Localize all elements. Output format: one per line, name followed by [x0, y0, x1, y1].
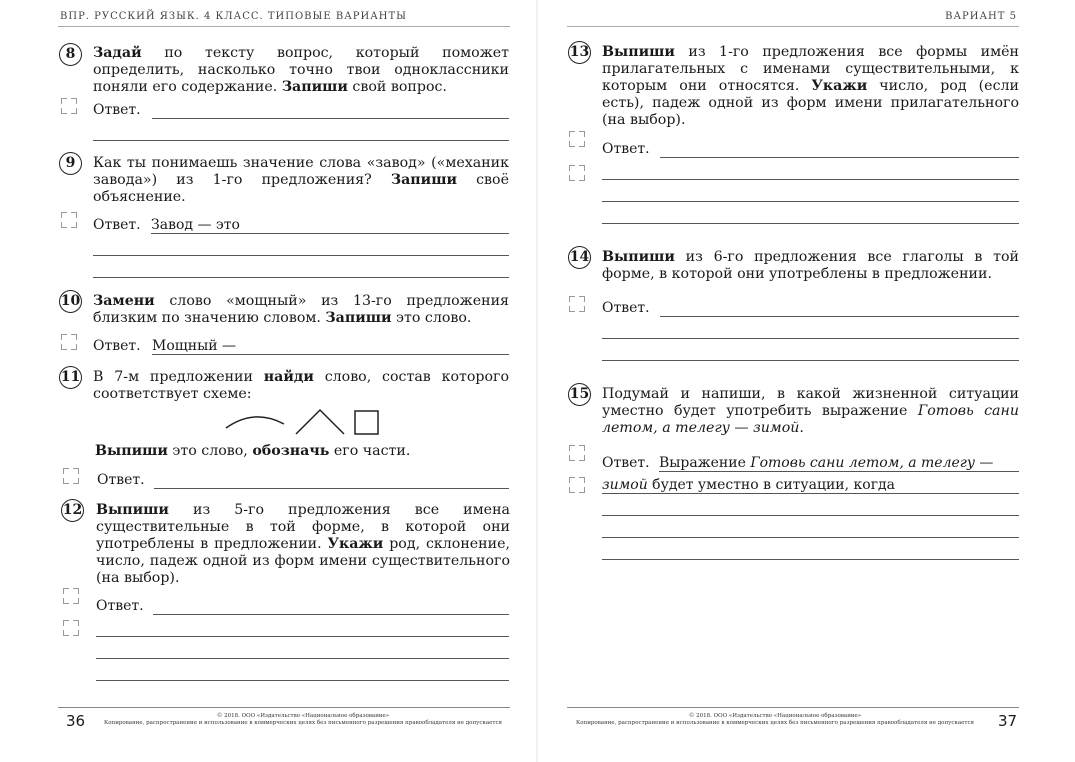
answer-prefill: Мощный — [152, 338, 237, 354]
task-10-text: Замени слово «мощный» из 13-го предложения близким по значению словом. Запиши это слово. [93, 293, 509, 326]
score-box [569, 445, 585, 461]
answer-label: Ответ. [602, 455, 650, 471]
score-box [63, 468, 79, 484]
answer-line[interactable] [602, 338, 1019, 339]
answer-line[interactable] [152, 354, 509, 355]
answer-line[interactable] [93, 277, 509, 278]
answer-line[interactable] [602, 179, 1019, 180]
task-number-10: 10 [59, 290, 82, 313]
score-box [63, 588, 79, 604]
task-14-text: Выпиши из 6-го предложения все глаголы в той форме, в которой они употреблены в предложении. [602, 249, 1019, 282]
answer-label: Ответ. [602, 141, 650, 157]
task-number-14: 14 [568, 246, 591, 269]
task-number-8: 8 [59, 43, 82, 66]
left-page [0, 0, 537, 762]
page-number-right: 37 [998, 712, 1018, 730]
task-number-15: 15 [568, 383, 591, 406]
answer-label: Ответ. [96, 598, 144, 614]
answer-line[interactable] [96, 658, 509, 659]
answer-prefill-1: Выражение Готовь сани летом, а телегу — [659, 455, 994, 471]
answer-label: Ответ. [602, 300, 650, 316]
score-box [569, 165, 585, 181]
answer-label: Ответ. [93, 217, 141, 233]
score-box [569, 296, 585, 312]
footer-copyright: © 2018. ООО «Издательство «Национальное образование» Копирование, распространение и использование в коммерческих целях без письменного разрешения правообладателя не допускается [575, 713, 975, 726]
footer-rule [567, 707, 1019, 708]
task-11-text: В 7-м предложении найди слово, состав которого соответствует схеме: [93, 369, 509, 402]
answer-line[interactable] [151, 233, 509, 234]
task-15-text: Подумай и напиши, в какой жизненной ситуации уместно будет употребить выражение Готовь сани летом, а телегу — зимой. [602, 386, 1019, 436]
task-11-instruction: Выпиши это слово, обозначь его части. [95, 443, 411, 459]
suffix-icon [296, 410, 344, 434]
task-9-text: Как ты понимаешь значение слова «завод» («механик завода») из 1-го предложения? Запиши своё объяснение. [93, 155, 509, 205]
footer-rule [58, 707, 510, 708]
answer-line[interactable] [152, 118, 509, 119]
answer-line[interactable] [153, 614, 509, 615]
task-number-12: 12 [61, 499, 84, 522]
answer-line[interactable] [93, 140, 509, 141]
score-box [61, 334, 77, 350]
answer-line[interactable] [154, 488, 509, 489]
score-box [63, 620, 79, 636]
answer-line[interactable] [93, 255, 509, 256]
morpheme-scheme [222, 404, 384, 438]
answer-line[interactable] [96, 680, 509, 681]
task-12-text: Выпиши из 5-го предложения все имена существительные в той форме, в которой они употреблены в предложении. Укажи род, склонение, число, падеж одной из форм имени существительного (на выбор). [96, 502, 510, 586]
answer-label: Ответ. [93, 338, 141, 354]
task-number-9: 9 [59, 152, 82, 175]
score-box [61, 98, 77, 114]
answer-prefill: Завод — это [151, 217, 240, 233]
answer-line[interactable] [602, 223, 1019, 224]
score-box [569, 477, 585, 493]
ending-icon [355, 411, 378, 434]
header-right: ВАРИАНТ 5 [945, 11, 1017, 22]
answer-line[interactable] [602, 559, 1019, 560]
answer-label: Ответ. [93, 102, 141, 118]
right-page [537, 0, 1075, 762]
answer-line[interactable] [660, 157, 1019, 158]
answer-line[interactable] [602, 493, 1019, 494]
answer-line[interactable] [602, 515, 1019, 516]
root-arc-icon [226, 417, 284, 428]
score-box [569, 131, 585, 147]
task-13-text: Выпиши из 1-го предложения все формы имён прилагательных с именами существительными, к которым они относятся. Укажи число, род (если есть), падеж одной из форм имени прилагательного (на выбор). [602, 44, 1019, 128]
header-rule [58, 26, 510, 27]
header-rule [567, 26, 1019, 27]
task-number-11: 11 [59, 366, 82, 389]
answer-label: Ответ. [97, 472, 145, 488]
header-left: ВПР. РУССКИЙ ЯЗЫК. 4 КЛАСС. ТИПОВЫЕ ВАРИАНТЫ [60, 11, 408, 22]
answer-line[interactable] [602, 537, 1019, 538]
score-box [61, 212, 77, 228]
answer-line[interactable] [659, 471, 1019, 472]
task-number-13: 13 [568, 41, 591, 64]
answer-line[interactable] [602, 201, 1019, 202]
answer-line[interactable] [602, 360, 1019, 361]
page-number-left: 36 [66, 712, 86, 730]
answer-line[interactable] [96, 636, 509, 637]
answer-prefill-2: зимой будет уместно в ситуации, когда [602, 477, 896, 493]
answer-line[interactable] [660, 316, 1019, 317]
footer-copyright: © 2018. ООО «Издательство «Национальное образование» Копирование, распространение и использование в коммерческих целях без письменного разрешения правообладателя не допускается [103, 713, 503, 726]
task-8-text: Задай по тексту вопрос, который поможет определить, насколько точно твои одноклассники поняли его содержание. Запиши свой вопрос. [93, 45, 509, 95]
